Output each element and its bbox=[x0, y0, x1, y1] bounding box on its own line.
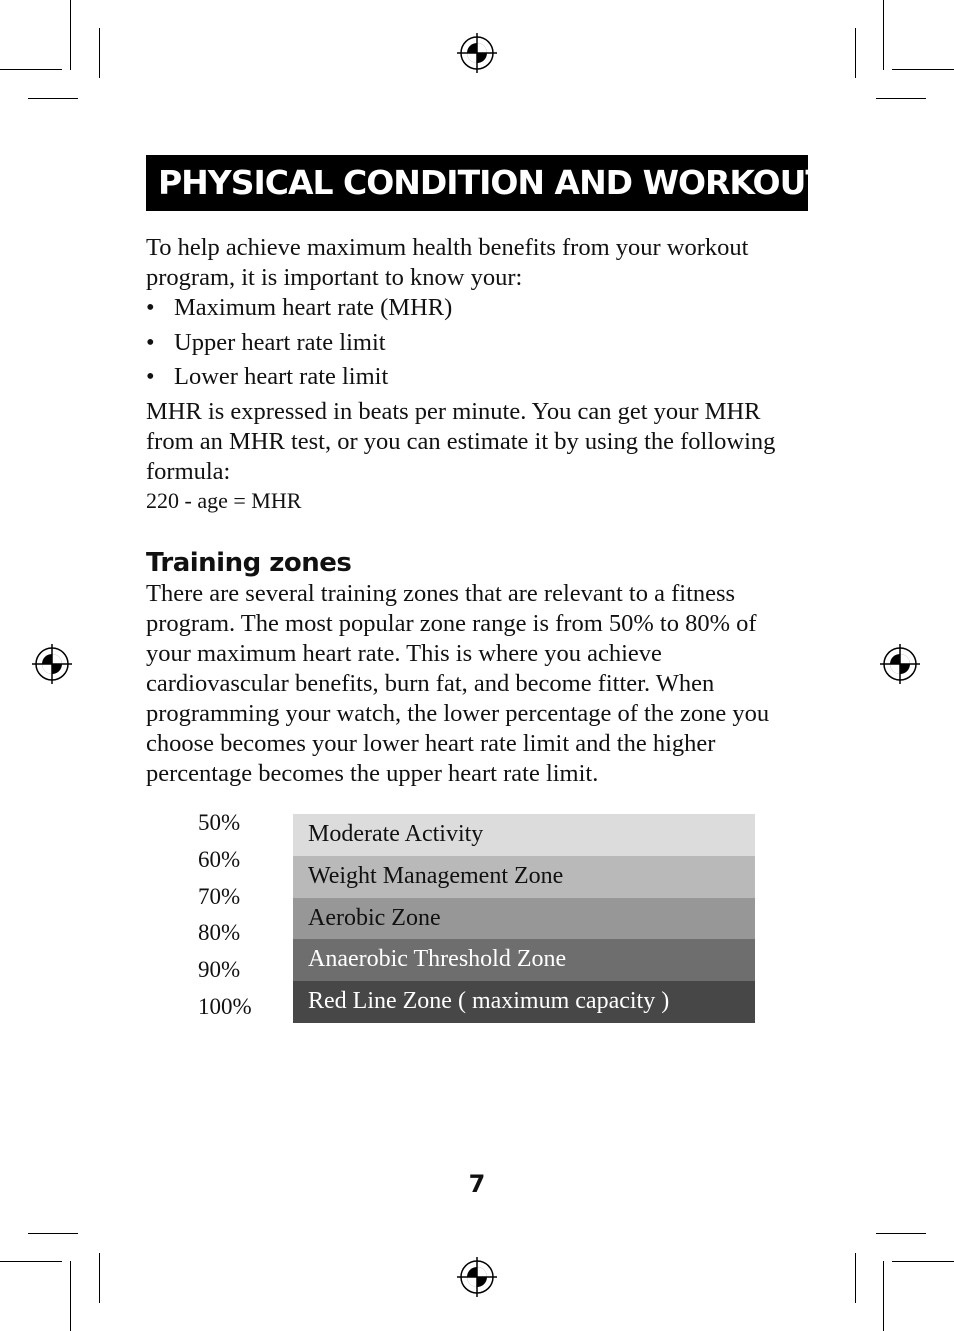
crop-mark bbox=[855, 1253, 856, 1303]
bullet-icon: • bbox=[146, 328, 155, 356]
zone-row: Red Line Zone ( maximum capacity ) bbox=[293, 981, 755, 1023]
crop-mark bbox=[0, 1261, 62, 1262]
crop-mark bbox=[855, 28, 856, 78]
list-item bbox=[146, 293, 452, 328]
crop-mark bbox=[876, 1233, 926, 1234]
percentage-label: 100% bbox=[198, 993, 252, 1019]
crop-mark bbox=[892, 1261, 954, 1262]
percentage-label: 90% bbox=[198, 957, 241, 983]
registration-mark-icon bbox=[880, 644, 920, 684]
mhr-formula: 220 - age = MHR bbox=[146, 488, 302, 513]
list-item-label: Lower heart rate limit bbox=[174, 363, 389, 390]
training-paragraph: There are several training zones that are relevant to a fitness program. The most popular zone range is from 50% to 80% of your maximum heart rate. This is where you achieve cardiovascular benefits, burn fat, and become fitter. When programming your watch, the lower percentage of the zone you choose becomes your lower heart rate limit and the higher percentage becomes the upper heart rate limit. bbox=[146, 580, 770, 787]
percentage-label: 50% bbox=[198, 810, 241, 835]
intro-paragraph: To help achieve maximum health benefits from your workout program, it is important to know your: bbox=[146, 234, 749, 291]
training-zone-table bbox=[293, 814, 755, 1023]
list-item-label: Upper heart rate limit bbox=[174, 328, 386, 356]
heart-rate-list bbox=[146, 293, 452, 397]
list-item bbox=[146, 328, 452, 363]
list-item-label: Maximum heart rate (MHR) bbox=[174, 294, 453, 321]
zone-row: Weight Management Zone bbox=[293, 856, 755, 898]
registration-mark-icon bbox=[457, 1257, 497, 1297]
section-heading: Training zones bbox=[146, 548, 352, 578]
zone-row: Moderate Activity bbox=[293, 814, 755, 856]
percentage-label: 60% bbox=[198, 846, 241, 872]
percentage-label: 70% bbox=[198, 883, 241, 909]
crop-mark bbox=[99, 28, 100, 78]
crop-mark bbox=[876, 98, 926, 99]
crop-mark bbox=[28, 98, 78, 99]
crop-mark bbox=[99, 1253, 100, 1303]
mhr-paragraph: MHR is expressed in beats per minute. You can get your MHR from an MHR test, or you can estimate it by using the following formula: bbox=[146, 398, 776, 485]
registration-mark-icon bbox=[32, 644, 72, 684]
crop-mark bbox=[28, 1233, 78, 1234]
zone-row: Aerobic Zone bbox=[293, 898, 755, 940]
page-number: 7 bbox=[468, 1170, 486, 1198]
crop-mark bbox=[70, 0, 71, 70]
registration-mark-icon bbox=[457, 33, 497, 73]
bullet-icon: • bbox=[146, 363, 155, 390]
crop-mark bbox=[883, 1261, 884, 1331]
crop-mark bbox=[892, 69, 954, 70]
page-title: PHYSICAL CONDITION AND WORKOUT bbox=[146, 155, 808, 211]
crop-mark bbox=[70, 1261, 71, 1331]
crop-mark bbox=[883, 0, 884, 70]
zone-row: Anaerobic Threshold Zone bbox=[293, 939, 755, 981]
list-item bbox=[146, 362, 452, 397]
percentage-scale bbox=[198, 808, 252, 1029]
crop-mark bbox=[0, 69, 62, 70]
bullet-icon: • bbox=[146, 294, 155, 321]
percentage-label: 80% bbox=[198, 920, 241, 946]
